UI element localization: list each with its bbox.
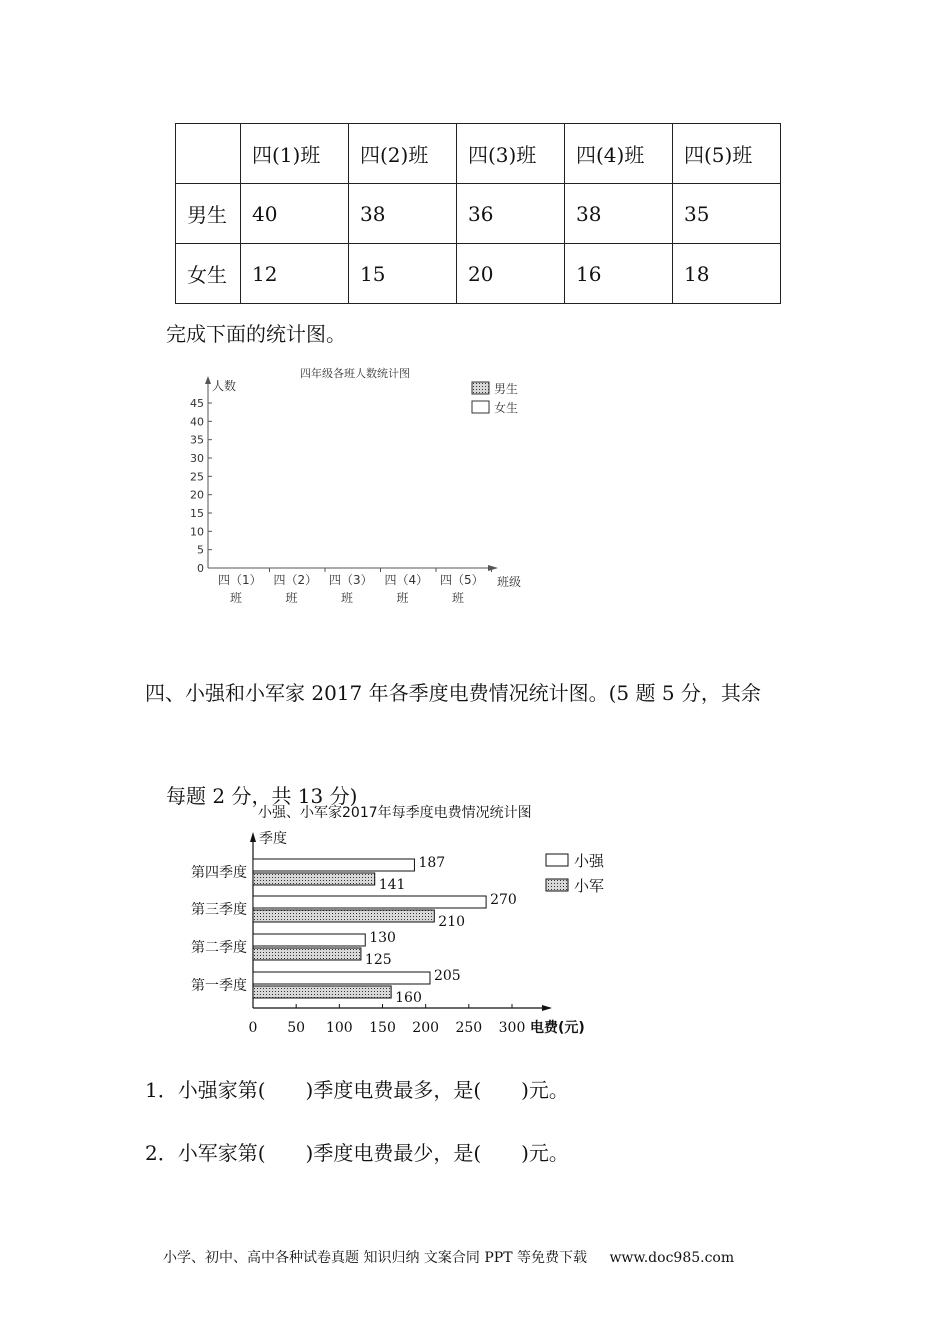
chart-title: 小强、小军家2017年每季度电费情况统计图 bbox=[258, 805, 532, 821]
x-tick-label: 四（2） bbox=[273, 573, 318, 587]
x-axis-label: 电费(元) bbox=[530, 1020, 585, 1036]
legend-label: 小强 bbox=[574, 852, 605, 870]
footer bbox=[163, 1247, 734, 1267]
y-tick-label: 10 bbox=[190, 525, 204, 539]
y-tick-label: 45 bbox=[190, 397, 204, 410]
question-1: 1．小强家第( )季度电费最多，是( )元。 bbox=[145, 1078, 569, 1102]
y-tick-label: 25 bbox=[190, 470, 204, 484]
y-tick-label: 15 bbox=[190, 507, 204, 520]
legend-label: 男生 bbox=[494, 382, 519, 396]
class-count-chart bbox=[170, 362, 540, 607]
table-header-cell: 四(5)班 bbox=[673, 124, 781, 184]
data-label: 270 bbox=[490, 892, 517, 908]
table-header-cell: 四(4)班 bbox=[565, 124, 673, 184]
table-cell: 18 bbox=[673, 244, 781, 304]
legend-label: 小军 bbox=[574, 877, 605, 895]
data-label: 141 bbox=[378, 877, 406, 893]
y-tick-label: 35 bbox=[190, 433, 204, 447]
section-4-subheading: 每题 2 分，共 13 分) bbox=[166, 784, 358, 808]
x-tick-label: 0 bbox=[248, 1020, 258, 1036]
x-tick-label: 班 bbox=[230, 591, 243, 605]
section-4-heading: 四、小强和小军家 2017 年各季度电费情况统计图。(5 题 5 分，其余 bbox=[145, 681, 761, 705]
y-axis-label: 季度 bbox=[259, 831, 287, 847]
x-tick-label: 班 bbox=[341, 591, 354, 605]
x-tick-label: 四（3） bbox=[329, 573, 373, 587]
bar bbox=[253, 934, 365, 946]
y-axis-label: 人数 bbox=[212, 379, 237, 393]
category-label: 第三季度 bbox=[191, 902, 247, 918]
table-cell: 12 bbox=[241, 244, 349, 304]
bar bbox=[253, 896, 486, 908]
instruction-text: 完成下面的统计图。 bbox=[166, 322, 346, 346]
table-cell: 20 bbox=[457, 244, 565, 304]
x-axis-label: 班级 bbox=[497, 575, 522, 589]
table-cell: 38 bbox=[349, 184, 457, 244]
data-label: 205 bbox=[433, 968, 461, 984]
bar bbox=[253, 948, 361, 960]
table-cell: 15 bbox=[349, 244, 457, 304]
bar bbox=[253, 986, 391, 998]
category-label: 第一季度 bbox=[191, 978, 247, 994]
y-tick-label: 40 bbox=[190, 415, 204, 429]
table-cell: 40 bbox=[241, 184, 349, 244]
bar bbox=[253, 859, 414, 871]
row-label: 男生 bbox=[176, 184, 241, 244]
table-header-cell: 四(3)班 bbox=[457, 124, 565, 184]
x-tick-label: 四（5） bbox=[440, 573, 484, 587]
table-header-row bbox=[176, 124, 781, 184]
x-tick-label: 50 bbox=[287, 1020, 306, 1036]
x-tick-label: 100 bbox=[325, 1020, 353, 1036]
table-cell: 36 bbox=[457, 184, 565, 244]
x-tick-label: 四（1） bbox=[218, 573, 262, 587]
x-tick-label: 班 bbox=[452, 591, 465, 605]
bar bbox=[253, 910, 434, 922]
y-tick-label: 20 bbox=[190, 488, 204, 502]
y-axis-arrow bbox=[205, 376, 211, 384]
x-tick-label: 班 bbox=[285, 591, 298, 605]
y-axis-arrow bbox=[250, 832, 256, 842]
table-row bbox=[176, 244, 781, 304]
x-tick-label: 四（4） bbox=[384, 573, 429, 587]
data-label: 130 bbox=[369, 930, 396, 946]
x-axis-arrow bbox=[488, 565, 498, 571]
x-tick-label: 150 bbox=[369, 1020, 396, 1036]
class-student-table bbox=[175, 123, 781, 304]
table-header-cell: 四(2)班 bbox=[349, 124, 457, 184]
x-tick-label: 200 bbox=[412, 1020, 440, 1036]
x-tick-label: 300 bbox=[498, 1020, 526, 1036]
table-cell: 35 bbox=[673, 184, 781, 244]
chart-title: 四年级各班人数统计图 bbox=[300, 367, 410, 380]
bar bbox=[253, 972, 430, 984]
data-label: 210 bbox=[438, 914, 466, 930]
x-axis-arrow bbox=[542, 1005, 552, 1011]
category-label: 第四季度 bbox=[191, 865, 247, 881]
table-header-cell: 四(1)班 bbox=[241, 124, 349, 184]
x-tick-label: 250 bbox=[455, 1020, 483, 1036]
table-cell: 38 bbox=[565, 184, 673, 244]
y-tick-label: 30 bbox=[190, 452, 204, 465]
row-label: 女生 bbox=[176, 244, 241, 304]
footer-url: www.doc985.com bbox=[609, 1250, 735, 1266]
data-label: 160 bbox=[395, 990, 422, 1006]
y-tick-label: 5 bbox=[197, 543, 204, 557]
table-header-cell bbox=[176, 124, 241, 184]
table-row bbox=[176, 184, 781, 244]
legend-swatch bbox=[472, 401, 489, 413]
table-cell: 16 bbox=[565, 244, 673, 304]
electricity-fee-chart bbox=[170, 796, 610, 1041]
category-label: 第二季度 bbox=[191, 940, 247, 956]
question-2: 2．小军家第( )季度电费最少，是( )元。 bbox=[145, 1141, 569, 1165]
footer-text: 小学、初中、高中各种试卷真题 知识归纳 文案合同 PPT 等免费下载 bbox=[163, 1250, 587, 1266]
legend-swatch bbox=[546, 854, 568, 866]
y-tick-label: 0 bbox=[197, 562, 204, 575]
data-label: 125 bbox=[364, 952, 392, 968]
legend-label: 女生 bbox=[494, 401, 519, 415]
bar bbox=[253, 873, 375, 885]
x-tick-label: 班 bbox=[396, 591, 409, 605]
legend-swatch bbox=[472, 382, 489, 394]
legend-swatch bbox=[546, 879, 568, 891]
data-label: 187 bbox=[418, 855, 446, 871]
